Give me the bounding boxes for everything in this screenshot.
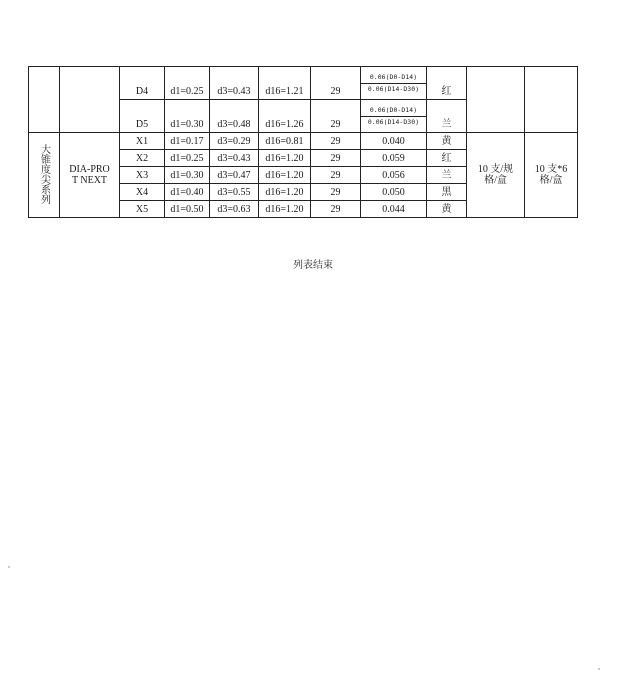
- color-label: 黄: [427, 201, 467, 218]
- spec-table: [28, 66, 578, 218]
- size-code: X4: [120, 184, 165, 201]
- series-cell-empty: [29, 67, 60, 133]
- pack-cell-empty: [467, 67, 525, 133]
- d3-value: d3=0.43: [210, 150, 259, 167]
- box-cell-empty: [525, 67, 578, 133]
- pitch-value: 0.059: [361, 150, 427, 167]
- d1-value: d1=0.17: [165, 133, 210, 150]
- pitch-value-2: 0.06(D14-D30): [361, 83, 426, 95]
- pitch-cell: [361, 67, 427, 100]
- color-label: 黑: [427, 184, 467, 201]
- table-row: [29, 67, 578, 100]
- size-code: D4: [120, 67, 165, 100]
- taper-value: 29: [311, 133, 361, 150]
- d16-value: d16=1.20: [259, 150, 311, 167]
- taper-value: 29: [311, 167, 361, 184]
- pack-per-box-line2: 格/盒: [539, 175, 563, 186]
- table-row: [29, 133, 578, 150]
- scan-speck: [598, 668, 600, 670]
- d3-value: d3=0.48: [210, 100, 259, 133]
- color-label: 黄: [427, 133, 467, 150]
- product-cell-empty: [60, 67, 120, 133]
- pitch-value-1: 0.06(D0-D14): [369, 105, 418, 114]
- d3-value: d3=0.63: [210, 201, 259, 218]
- pack-per-box-line1: 10 支*6: [534, 164, 568, 175]
- d1-value: d1=0.25: [165, 67, 210, 100]
- pack-per-box-cell: [525, 133, 578, 218]
- pack-per-spec-line2: 格/盒: [484, 175, 507, 186]
- d16-value: d16=0.81: [259, 133, 311, 150]
- product-name-line2: T NEXT: [71, 175, 108, 186]
- taper-value: 29: [311, 100, 361, 133]
- d16-value: d16=1.20: [259, 201, 311, 218]
- pack-per-spec-line1: 10 支/规: [477, 164, 514, 175]
- taper-value: 29: [311, 67, 361, 100]
- color-label: 红: [427, 150, 467, 167]
- d3-value: d3=0.43: [210, 67, 259, 100]
- color-label: 兰: [427, 100, 467, 133]
- taper-value: 29: [311, 150, 361, 167]
- series-cell: [29, 133, 60, 218]
- d16-value: d16=1.20: [259, 167, 311, 184]
- pitch-cell: [361, 100, 427, 133]
- taper-value: 29: [311, 184, 361, 201]
- product-cell: [60, 133, 120, 218]
- series-name: 大锥度尖系列: [38, 143, 50, 204]
- size-code: X5: [120, 201, 165, 218]
- pitch-value: 0.040: [361, 133, 427, 150]
- pitch-value: 0.044: [361, 201, 427, 218]
- size-code: D5: [120, 100, 165, 133]
- d1-value: d1=0.40: [165, 184, 210, 201]
- product-name-line1: DIA-PRO: [69, 164, 110, 175]
- end-of-list-text: 列表结束: [293, 260, 333, 271]
- d3-value: d3=0.47: [210, 167, 259, 184]
- d1-value: d1=0.25: [165, 150, 210, 167]
- d3-value: d3=0.55: [210, 184, 259, 201]
- size-code: X2: [120, 150, 165, 167]
- pitch-value-1: 0.06(D0-D14): [369, 72, 418, 81]
- pitch-value: 0.056: [361, 167, 427, 184]
- d16-value: d16=1.20: [259, 184, 311, 201]
- taper-value: 29: [311, 201, 361, 218]
- color-label: 兰: [427, 167, 467, 184]
- d16-value: d16=1.21: [259, 67, 311, 100]
- size-code: X1: [120, 133, 165, 150]
- scan-speck: [8, 566, 10, 568]
- d16-value: d16=1.26: [259, 100, 311, 133]
- d1-value: d1=0.50: [165, 201, 210, 218]
- size-code: X3: [120, 167, 165, 184]
- color-label: 红: [427, 67, 467, 100]
- d3-value: d3=0.29: [210, 133, 259, 150]
- d1-value: d1=0.30: [165, 167, 210, 184]
- d1-value: d1=0.30: [165, 100, 210, 133]
- pitch-value: 0.050: [361, 184, 427, 201]
- pitch-value-2: 0.06(D14-D30): [361, 116, 426, 128]
- pack-per-spec-cell: [467, 133, 525, 218]
